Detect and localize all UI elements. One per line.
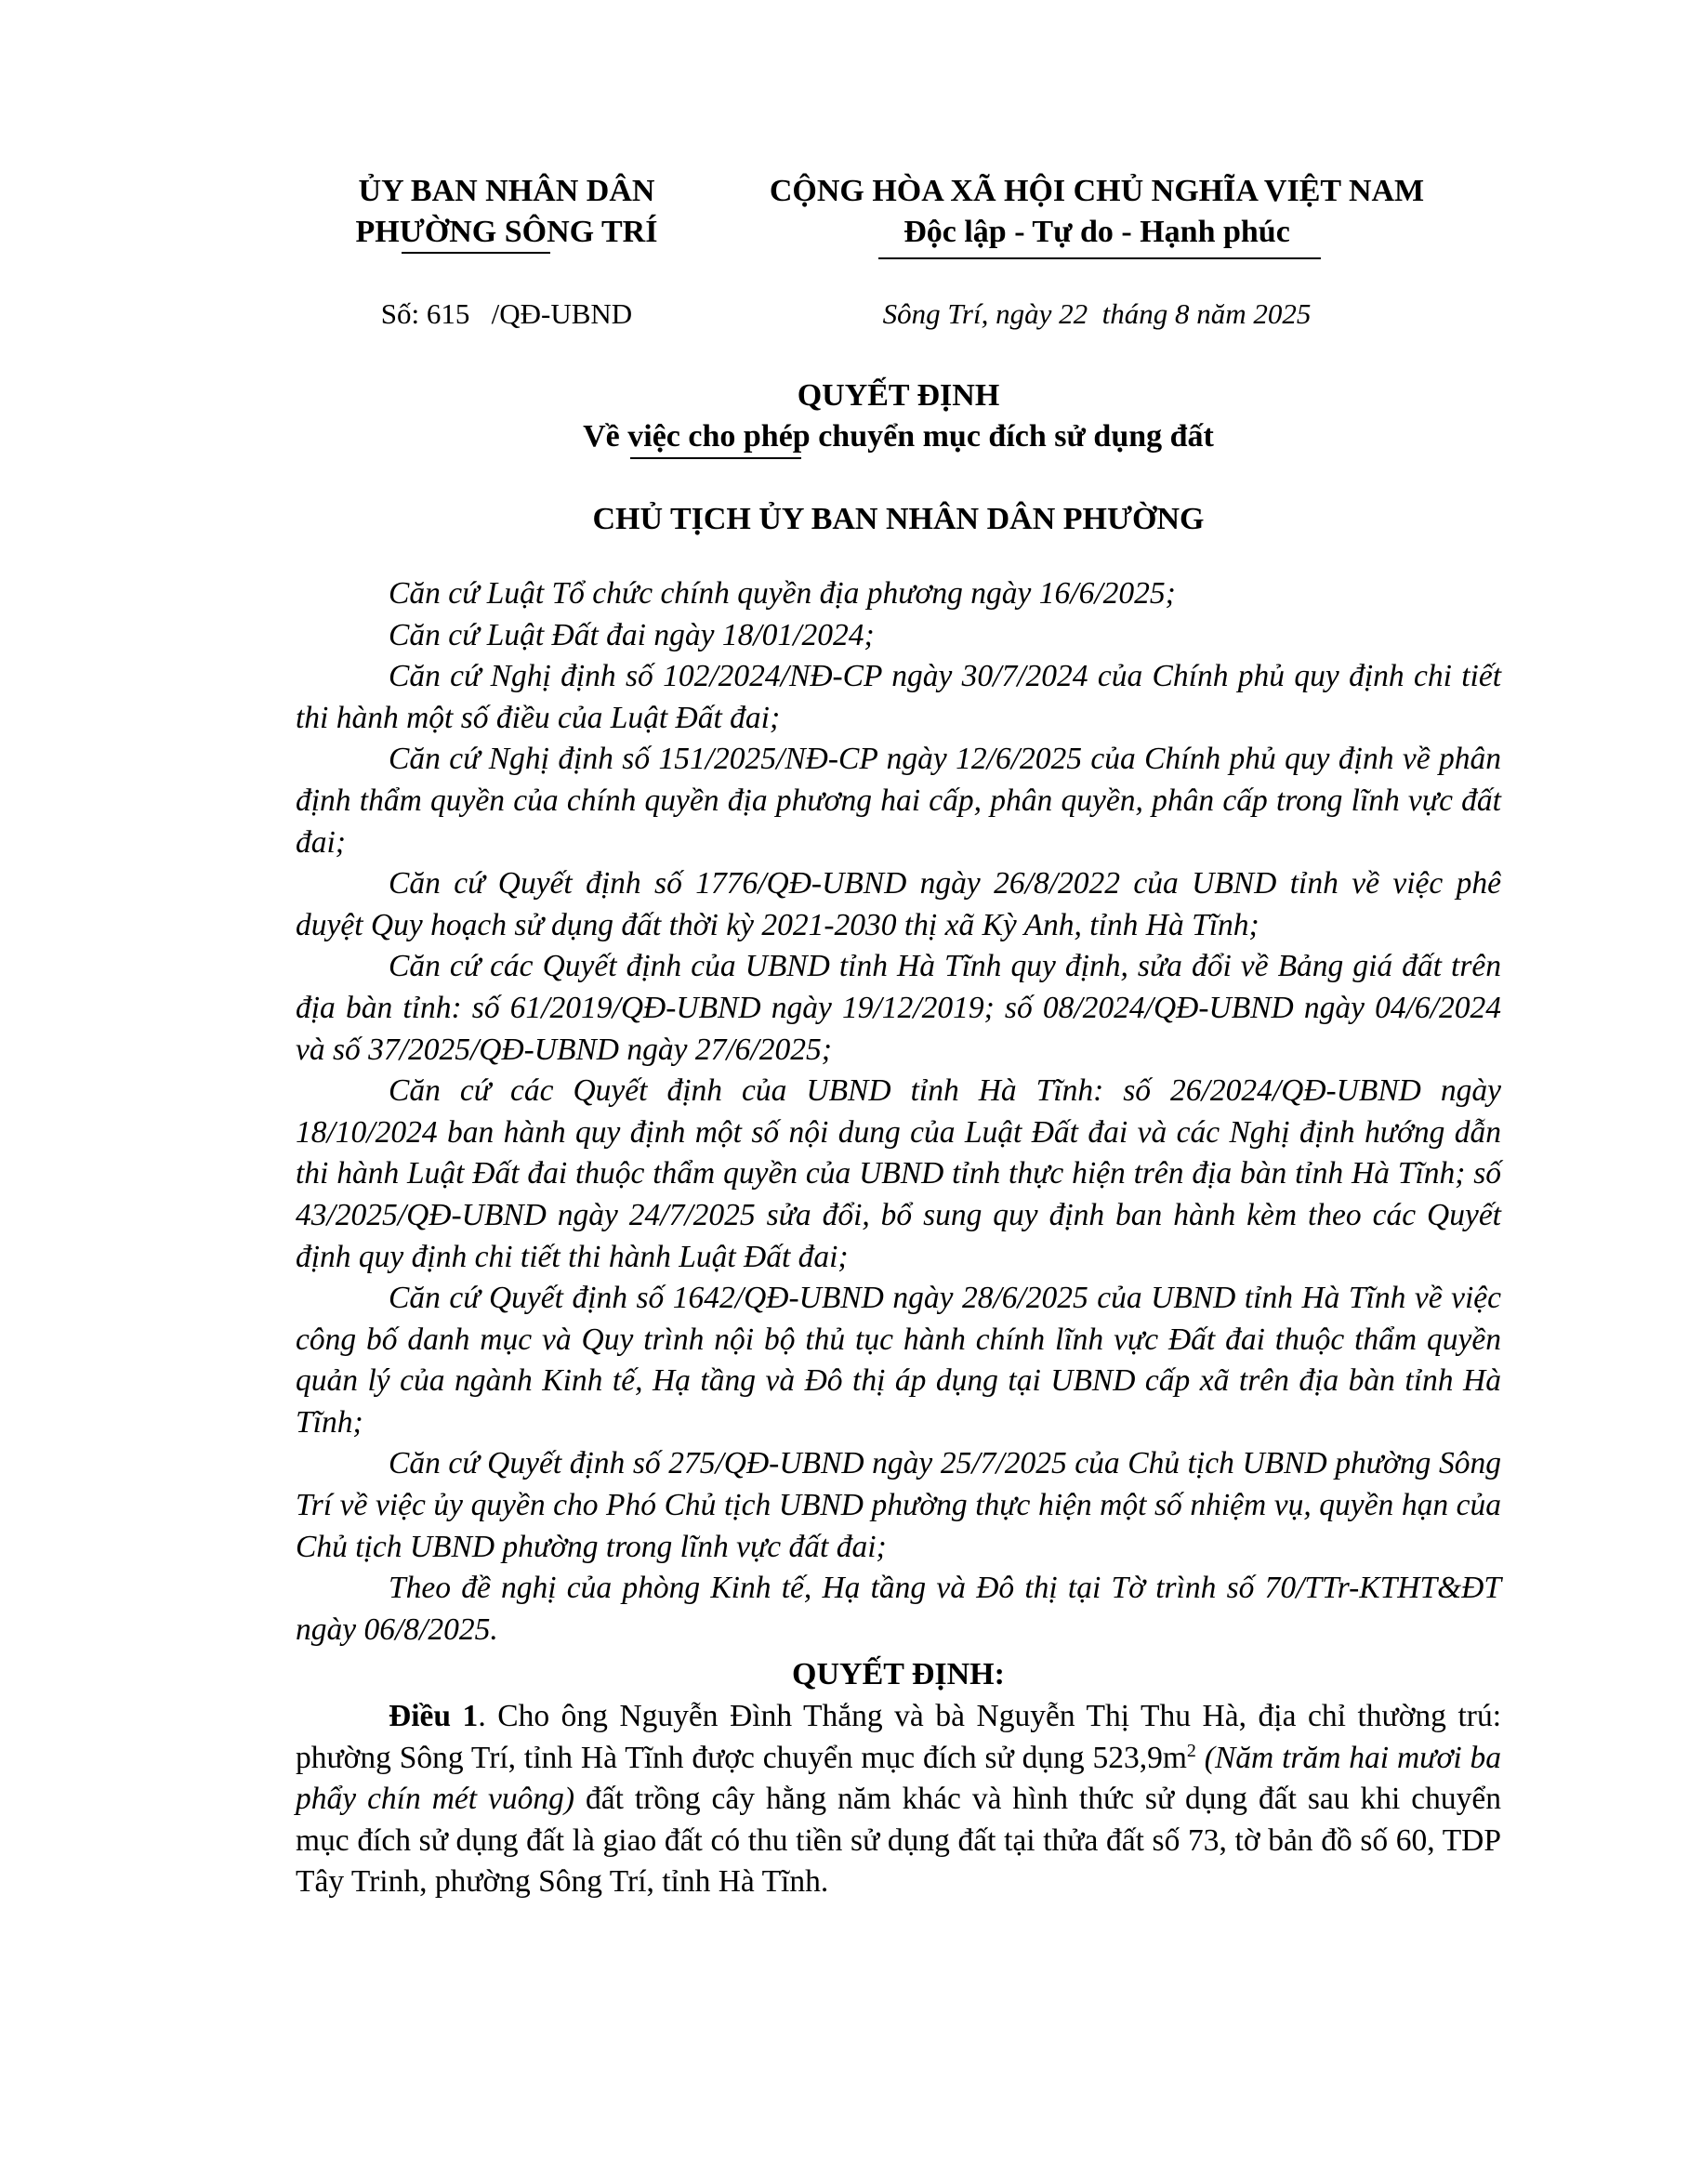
nation-name: CỘNG HÒA XÃ HỘI CHỦ NGHĨA VIỆT NAM xyxy=(769,174,1425,208)
article-1-label: Điều 1 xyxy=(389,1699,479,1734)
motto: Độc lập - Tự do - Hạnh phúc xyxy=(903,215,1290,249)
document-number: Số: 615 /QĐ-UBND xyxy=(380,297,633,330)
document-type-heading: QUYẾT ĐỊNH xyxy=(797,378,1000,413)
preamble-item: Căn cứ các Quyết định của UBND tỉnh Hà Tĩnh: số 26/2024/QĐ-UBND ngày 18/10/2024 ban hành quy định một số nội dung của Luật Đất đai và các Nghị định hướng dẫn thi hành Luật Đất đai thuộc thẩm quyền của UBND tỉnh thực hiện trên địa bàn tỉnh Hà Tĩnh; số 43/2025/QĐ-UBND ngày 24/7/2025 sửa đổi, bổ sung quy định ban hành kèm theo các Quyết định quy định chi tiết thi hành Luật Đất đai; xyxy=(296,1073,1501,1274)
document-subject: Về việc cho phép chuyển mục đích sử dụng đất xyxy=(583,419,1214,454)
article-1-text-a: . Cho ông Nguyễn Đình Thắng và bà Nguyễn Thị Thu Hà, địa chỉ thường trú: phường Sông Trí, tỉnh Hà Tĩnh được chuyển mục đích sử dụng 523,9m xyxy=(296,1699,1501,1775)
area-in-words: (Năm trăm hai mươi ba phẩy chín mét vuông) xyxy=(296,1740,1502,1817)
document-body xyxy=(296,573,1501,1903)
subject-underline xyxy=(630,457,801,459)
agency-line-2: PHƯỜNG SÔNG TRÍ xyxy=(355,215,658,249)
preamble-item: Căn cứ Quyết định số 1642/QĐ-UBND ngày 28/6/2025 của UBND tỉnh Hà Tĩnh về việc công bố danh mục và Quy trình nội bộ thủ tục hành chính lĩnh vực Đất đai thuộc thẩm quyền quản lý của ngành Kinh tế, Hạ tầng và Đô thị áp dụng tại UBND cấp xã trên địa bàn tỉnh Hà Tĩnh; xyxy=(296,1281,1501,1440)
place-date: Sông Trí, ngày 22 tháng 8 năm 2025 xyxy=(882,297,1312,330)
preamble-item: Căn cứ Luật Tổ chức chính quyền địa phương ngày 16/6/2025; xyxy=(389,576,1176,611)
national-motto xyxy=(734,171,1459,253)
article-1-text-b: đất trồng cây hằng năm khác và hình thức sử dụng đất sau khi chuyển mục đích sử dụng đất là giao đất có thu tiền sử dụng đất tại thửa đất số 73, tờ bản đồ số 60, TDP Tây Trinh, phường Sông Trí, tỉnh Hà Tĩnh. xyxy=(296,1782,1501,1900)
decision-heading: QUYẾT ĐỊNH: xyxy=(792,1657,1005,1692)
preamble-item: Căn cứ Quyết định số 1776/QĐ-UBND ngày 26/8/2022 của UBND tỉnh về việc phê duyệt Quy hoạch sử dụng đất thời kỳ 2021-2030 thị xã Kỳ Anh, tỉnh Hà Tĩnh; xyxy=(296,866,1501,942)
article-1 xyxy=(296,1696,1501,1903)
preamble-item: Theo đề nghị của phòng Kinh tế, Hạ tầng và Đô thị tại Tờ trình số 70/TTr-KTHT&ĐT ngày 06/8/2025. xyxy=(296,1571,1501,1647)
issuing-authority: CHỦ TỊCH ỦY BAN NHÂN DÂN PHƯỜNG xyxy=(592,502,1205,536)
preamble-item: Căn cứ Quyết định số 275/QĐ-UBND ngày 25/7/2025 của Chủ tịch UBND phường Sông Trí về việc ủy quyền cho Phó Chủ tịch UBND phường thực hiện một số nhiệm vụ, quyền hạn của Chủ tịch UBND phường trong lĩnh vực đất đai; xyxy=(296,1446,1501,1564)
preamble-item: Căn cứ Luật Đất đai ngày 18/01/2024; xyxy=(389,617,875,652)
issuing-agency xyxy=(279,171,734,253)
preamble-item: Căn cứ các Quyết định của UBND tỉnh Hà Tĩnh quy định, sửa đổi về Bảng giá đất trên địa bàn tỉnh: số 61/2019/QĐ-UBND ngày 19/12/2019; số 08/2024/QĐ-UBND ngày 04/6/2024 và số 37/2025/QĐ-UBND ngày 27/6/2025; xyxy=(296,949,1501,1067)
preamble-item: Căn cứ Nghị định số 151/2025/NĐ-CP ngày 12/6/2025 của Chính phủ quy định về phân định thẩm quyền của chính quyền địa phương hai cấp, phân quyền, phân cấp trong lĩnh vực đất đai; xyxy=(296,742,1501,860)
area-unit-superscript: 2 xyxy=(1186,1740,1196,1761)
agency-line-1: ỦY BAN NHÂN DÂN xyxy=(358,174,655,208)
agency-underline xyxy=(402,252,550,254)
preamble-item: Căn cứ Nghị định số 102/2024/NĐ-CP ngày 30/7/2024 của Chính phủ quy định chi tiết thi hành một số điều của Luật Đất đai; xyxy=(296,659,1501,735)
motto-underline xyxy=(878,257,1321,259)
